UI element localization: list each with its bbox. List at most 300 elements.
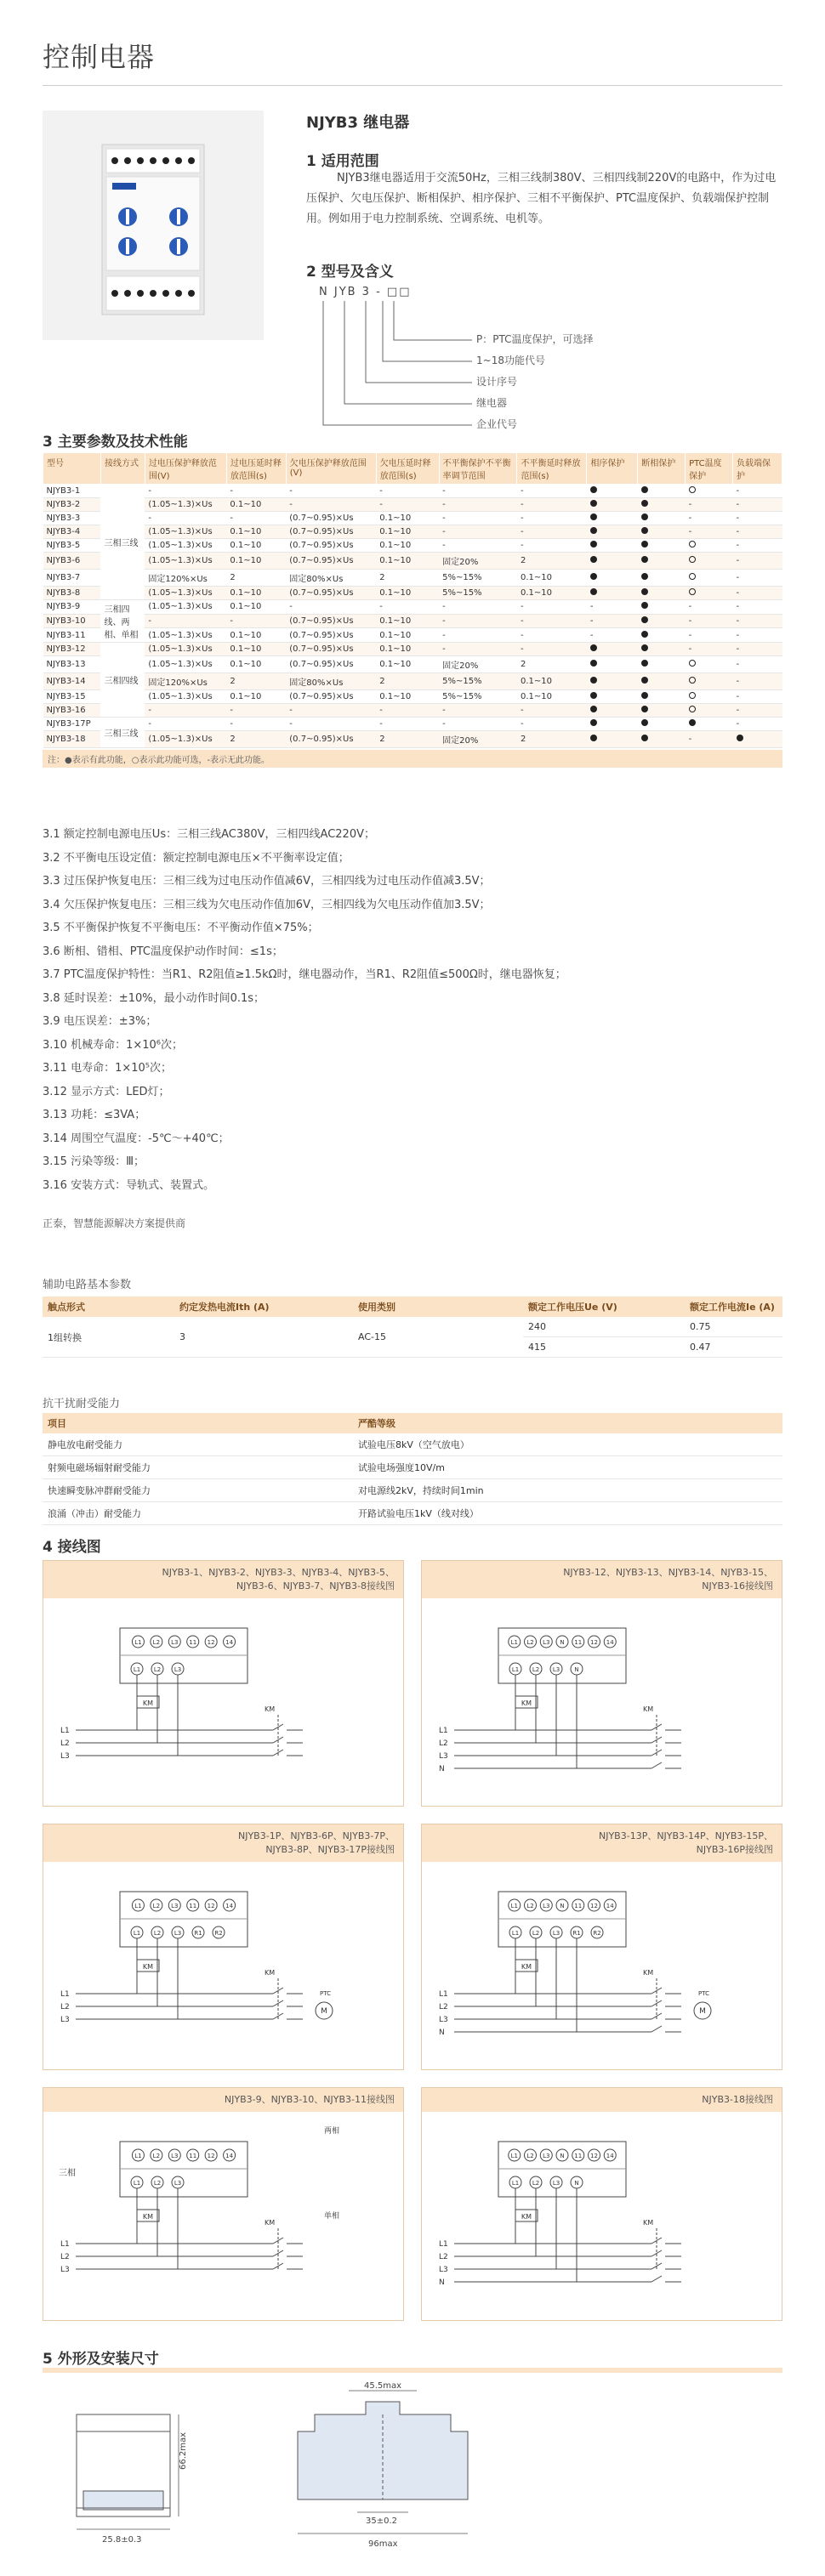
cell-wiring: 三相三线 [100, 718, 145, 748]
terminal-label: 12 [207, 1639, 215, 1646]
cell-ov: (1.05~1.3)×Us [145, 690, 226, 704]
dim-rail: 35±0.2 [366, 2516, 398, 2526]
terminal-label: N [560, 1639, 565, 1646]
cell-load [733, 731, 782, 748]
cell-ptc [686, 704, 733, 718]
terminal-label: L1 [511, 2180, 520, 2187]
cell-phase-seq: - [587, 614, 638, 628]
km-label: KM [521, 2213, 532, 2221]
spec-row [43, 539, 782, 553]
terminal-label: 12 [207, 2153, 215, 2159]
terminal-label: N [560, 2153, 565, 2159]
cell-model: NJYB3-3 [43, 512, 101, 525]
cell-ub: 5%~15% [439, 587, 517, 600]
cell-break [638, 731, 686, 748]
dims-heading: 5 外形及安装尺寸 [43, 2351, 159, 2368]
km-contact-label: KM [265, 1969, 276, 1977]
cell-ut: 0.1~10 [376, 656, 439, 673]
spec-item: 3.1 额定控制电源电压Us：三相三线AC380V，三相四线AC220V； [43, 828, 375, 841]
wiring-diagram-6 [421, 2087, 782, 2321]
spec-item: 3.7 PTC温度保护特性：当R1、R2阻值≥1.5kΩ时，继电器动作，当R1、R2阻值≤500Ω时，继电器恢复； [43, 968, 566, 981]
line-label: L2 [439, 2253, 448, 2261]
terminal-label: 11 [189, 1639, 197, 1646]
spec-row [43, 570, 782, 587]
cell-load: - [733, 673, 782, 690]
dim-total: 96max [368, 2539, 398, 2549]
terminal-label: 14 [225, 1903, 234, 1909]
cell-phase-seq [587, 704, 638, 718]
cell-ot: 0.1~10 [226, 656, 286, 673]
spec-row [43, 731, 782, 748]
cell-load: - [733, 587, 782, 600]
cell-ov: (1.05~1.3)×Us [145, 498, 226, 512]
line-label: L3 [60, 2266, 70, 2274]
yes-dot-icon [590, 660, 597, 667]
cell-model: NJYB3-6 [43, 553, 101, 570]
cell-uv: (0.7~0.95)×Us [286, 731, 376, 748]
yes-dot-icon [590, 541, 597, 548]
terminal-label: 12 [590, 2153, 598, 2159]
yes-dot-icon [641, 677, 648, 684]
aux-category: AC-15 [353, 1317, 523, 1358]
spec-row [43, 614, 782, 628]
yes-dot-icon [641, 735, 648, 741]
cell-ut: 2 [376, 570, 439, 587]
terminal-label: 12 [590, 1639, 598, 1646]
cell-ov: 固定120%×Us [145, 673, 226, 690]
line-label: L2 [439, 1739, 448, 1748]
cell-model: NJYB3-1 [43, 485, 101, 498]
cell-ut: 0.1~10 [376, 614, 439, 628]
terminal-label: L1 [133, 1666, 141, 1673]
cell-ptc [686, 587, 733, 600]
spec-row [43, 690, 782, 704]
terminal-label: L3 [543, 1639, 550, 1646]
cell-ot: 0.1~10 [226, 539, 286, 553]
meaning-5: 企业代号 [476, 418, 518, 430]
terminal-label: L2 [153, 1666, 162, 1673]
cell-break [638, 587, 686, 600]
cell-ot: 0.1~10 [226, 498, 286, 512]
cell-load: - [733, 656, 782, 673]
spec-row [43, 485, 782, 498]
line-label: N [439, 2028, 445, 2037]
yes-dot-icon [641, 631, 648, 638]
aux-ie-2: 0.47 [685, 1337, 782, 1358]
wiring-caption: NJYB3-8P、NJYB3-17P接线图 [265, 1844, 395, 1855]
cell-phase-seq [587, 690, 638, 704]
km-label: KM [142, 1699, 154, 1707]
aux-col-ie: 额定工作电流Ie (A) [685, 1297, 782, 1317]
aux-col-ith: 约定发热电流Ith (A) [174, 1297, 353, 1317]
terminal-label: L2 [532, 1930, 540, 1937]
emc-level: 对电源线2kV，持续时间1min [353, 1479, 782, 1502]
terminal-label: L1 [133, 1930, 141, 1937]
wiring-diagram-1 [43, 1560, 404, 1807]
cell-uv: - [286, 704, 376, 718]
terminal-label: 14 [606, 1639, 614, 1646]
col-ps: 相序保护 [587, 453, 638, 485]
dim-top: 45.5max [364, 2381, 402, 2391]
spec-row [43, 600, 782, 615]
spec-item: 3.15 污染等级：Ⅲ； [43, 1155, 145, 1168]
terminal-label: 14 [225, 2153, 234, 2159]
cell-ub: 5%~15% [439, 690, 517, 704]
terminal-label: N [560, 1903, 565, 1909]
line-label: L1 [439, 1727, 448, 1735]
terminal-label: L2 [152, 1639, 161, 1646]
spec-row [43, 704, 782, 718]
cell-uv: (0.7~0.95)×Us [286, 614, 376, 628]
cell-phase-seq: - [587, 600, 638, 615]
ptc-label: PTC [698, 1990, 709, 1997]
cell-ov: (1.05~1.3)×Us [145, 539, 226, 553]
cell-ov: - [145, 485, 226, 498]
km-contact-label: KM [643, 1969, 654, 1977]
cell-break [638, 485, 686, 498]
terminal-label: R1 [572, 1930, 581, 1937]
cell-ptc: - [686, 600, 733, 615]
line-label: L1 [60, 1990, 70, 1999]
cell-phase-seq [587, 718, 638, 731]
cell-uv: - [286, 485, 376, 498]
line-label: L2 [60, 2003, 70, 2011]
wiring-diagram-2 [421, 1560, 782, 1807]
emc-level: 试验电场强度10V/m [353, 1456, 782, 1479]
cell-ub: 固定20% [439, 553, 517, 570]
cell-model: NJYB3-16 [43, 704, 101, 718]
slogan: 正泰，智慧能源解决方案提供商 [43, 1217, 186, 1229]
wiring-diagram-5 [43, 2087, 404, 2321]
cell-model: NJYB3-11 [43, 628, 101, 643]
aux-title: 辅助电路基本参数 [43, 1279, 132, 1291]
cell-ut: 0.1~10 [376, 643, 439, 656]
cell-ub: - [439, 525, 517, 539]
yes-dot-icon [641, 556, 648, 563]
spec-row [43, 525, 782, 539]
cell-phase-seq [587, 539, 638, 553]
terminal-label: 11 [189, 1903, 197, 1909]
cell-uv: (0.7~0.95)×Us [286, 690, 376, 704]
cell-ptc: - [686, 498, 733, 512]
yes-dot-icon [641, 500, 648, 507]
terminal-label: 11 [574, 1639, 583, 1646]
terminal-label: 11 [574, 2153, 583, 2159]
cell-ot: 2 [226, 673, 286, 690]
spec-item: 3.12 显示方式：LED灯； [43, 1085, 170, 1098]
line-label: L3 [60, 1752, 70, 1761]
yes-dot-icon [590, 513, 597, 520]
col-ub: 不平衡保护不平衡率调节范围 [439, 453, 517, 485]
aux-col-contact: 触点形式 [43, 1297, 174, 1317]
terminal-label: L3 [171, 2153, 179, 2159]
yes-dot-icon [590, 692, 597, 699]
cell-phase-seq [587, 570, 638, 587]
wiring-heading: 4 接线图 [43, 1539, 101, 1556]
ptc-label: PTC [320, 1990, 331, 1997]
cell-phase-seq [587, 512, 638, 525]
terminal-label: L2 [532, 2180, 540, 2187]
cell-bt: 2 [517, 731, 587, 748]
terminal-label: R1 [194, 1930, 202, 1937]
cell-break [638, 498, 686, 512]
cell-ub: 5%~15% [439, 570, 517, 587]
terminal-label: L3 [174, 1666, 182, 1673]
cell-wiring: 三相三线 [100, 485, 145, 600]
title-divider [43, 85, 782, 86]
cell-model: NJYB3-2 [43, 498, 101, 512]
terminal-label: L1 [510, 1639, 518, 1646]
spec-item: 3.8 延时误差：±10%，最小动作时间0.1s； [43, 991, 265, 1005]
cell-ot: 0.1~10 [226, 690, 286, 704]
col-ld: 负载端保护 [733, 453, 782, 485]
optional-ring-icon [689, 588, 696, 595]
section2-heading: 2 型号及含义 [306, 264, 394, 281]
terminal-label: L3 [552, 1666, 560, 1673]
terminal-label: L1 [134, 1639, 142, 1646]
cell-model: NJYB3-8 [43, 587, 101, 600]
cell-phase-seq [587, 498, 638, 512]
cell-model: NJYB3-9 [43, 600, 101, 615]
yes-dot-icon [641, 486, 648, 493]
yes-dot-icon [641, 527, 648, 534]
terminal-label: R2 [214, 1930, 223, 1937]
terminal-label: 14 [606, 2153, 614, 2159]
cell-phase-seq [587, 731, 638, 748]
cell-ptc [686, 539, 733, 553]
single-phase-label: 单相 [324, 2212, 340, 2221]
cell-ov: 固定120%×Us [145, 570, 226, 587]
terminal-label: L1 [134, 2153, 142, 2159]
cell-ot: 0.1~10 [226, 587, 286, 600]
col-ptc: PTC温度保护 [686, 453, 733, 485]
optional-ring-icon [689, 486, 696, 493]
wiring-caption: NJYB3-9、NJYB3-10、NJYB3-11接线图 [224, 2094, 395, 2105]
spec-item: 3.6 断相、错相、PTC温度保护动作时间：≤1s； [43, 945, 283, 958]
aux-ith: 3 [174, 1317, 353, 1358]
yes-dot-icon [590, 573, 597, 580]
line-label: L2 [439, 2003, 448, 2011]
three-phase-label: 三相 [59, 2169, 76, 2178]
cell-model: NJYB3-13 [43, 656, 101, 673]
cell-bt: - [517, 525, 587, 539]
terminal-label: L1 [134, 1903, 142, 1909]
optional-ring-icon [689, 692, 696, 699]
cell-ot: 2 [226, 570, 286, 587]
cell-ptc [686, 690, 733, 704]
terminal-label: L1 [510, 2153, 518, 2159]
yes-dot-icon [590, 556, 597, 563]
cell-ub: - [439, 485, 517, 498]
cell-uv: 固定80%×Us [286, 673, 376, 690]
cell-model: NJYB3-10 [43, 614, 101, 628]
line-label: L3 [439, 1752, 448, 1761]
motor-label: M [321, 2007, 327, 2016]
emc-level: 试验电压8kV（空气放电） [353, 1433, 782, 1456]
cell-uv: (0.7~0.95)×Us [286, 539, 376, 553]
optional-ring-icon [689, 706, 696, 712]
terminal-label: L3 [171, 1639, 179, 1646]
cell-ov: (1.05~1.3)×Us [145, 656, 226, 673]
cell-bt: 2 [517, 553, 587, 570]
col-ov: 过电压保护释放范围(V) [145, 453, 226, 485]
cell-ptc [686, 485, 733, 498]
yes-dot-icon [590, 588, 597, 595]
cell-ov: (1.05~1.3)×Us [145, 731, 226, 748]
yes-dot-icon [590, 719, 597, 726]
yes-dot-icon [590, 706, 597, 712]
yes-dot-icon [641, 588, 648, 595]
spec-table-header [43, 453, 782, 485]
terminal-label: R2 [593, 1930, 601, 1937]
cell-break [638, 656, 686, 673]
aux-table [43, 1297, 782, 1358]
cell-model: NJYB3-14 [43, 673, 101, 690]
spec-item: 3.13 功耗：≤3VA； [43, 1109, 146, 1121]
cell-uv: (0.7~0.95)×Us [286, 512, 376, 525]
optional-ring-icon [689, 573, 696, 580]
line-label: L3 [60, 2016, 70, 2024]
yes-dot-icon [590, 527, 597, 534]
cell-bt: 0.1~10 [517, 673, 587, 690]
terminal-label: L2 [153, 2180, 162, 2187]
cell-bt: 0.1~10 [517, 587, 587, 600]
cell-bt: - [517, 512, 587, 525]
spec-item: 3.11 电寿命：1×10⁵次； [43, 1062, 172, 1075]
terminal-label: L2 [526, 1639, 534, 1646]
cell-ov: (1.05~1.3)×Us [145, 553, 226, 570]
cell-ptc: - [686, 731, 733, 748]
cell-ub: - [439, 643, 517, 656]
cell-uv: (0.7~0.95)×Us [286, 628, 376, 643]
spec-table-wrap [43, 452, 782, 768]
cell-ot: 0.1~10 [226, 600, 286, 615]
spec-item: 3.16 安装方式：导轨式、装置式。 [43, 1178, 215, 1192]
cell-ut: - [376, 600, 439, 615]
cell-load: - [733, 553, 782, 570]
col-model: 型号 [43, 453, 101, 485]
cell-ov: (1.05~1.3)×Us [145, 643, 226, 656]
yes-dot-icon [641, 706, 648, 712]
emc-title: 抗干扰耐受能力 [43, 1398, 121, 1410]
cell-ptc [686, 673, 733, 690]
terminal-label: 12 [590, 1903, 598, 1909]
terminal-label: L2 [526, 2153, 534, 2159]
wiring-caption: NJYB3-12、NJYB3-13、NJYB3-14、NJYB3-15、 [563, 1567, 773, 1578]
wiring-diagram-4 [421, 1824, 782, 2070]
cell-phase-seq: - [587, 628, 638, 643]
terminal-label: L2 [152, 2153, 161, 2159]
cell-ub: - [439, 628, 517, 643]
cell-model: NJYB3-17P [43, 718, 101, 731]
line-label: L1 [439, 2240, 448, 2249]
cell-phase-seq [587, 485, 638, 498]
line-label: L3 [439, 2016, 448, 2024]
cell-load: - [733, 512, 782, 525]
line-label: N [439, 1765, 445, 1773]
cell-ub: 固定20% [439, 731, 517, 748]
spec-item: 3.5 不平衡保护恢复不平衡电压：不平衡动作值×75%； [43, 922, 319, 934]
cell-ut: - [376, 718, 439, 731]
cell-wiring: 三相四线、两相、单相 [100, 600, 145, 643]
col-bt: 不平衡延时释放范围(s) [517, 453, 587, 485]
cell-uv: (0.7~0.95)×Us [286, 643, 376, 656]
meaning-3: 设计序号 [476, 376, 518, 388]
cell-bt: - [517, 643, 587, 656]
yes-dot-icon [641, 616, 648, 623]
spec-item: 3.9 电压误差：±3%； [43, 1015, 157, 1028]
spec-row [43, 587, 782, 600]
spec-table [43, 452, 782, 748]
cell-model: NJYB3-4 [43, 525, 101, 539]
cell-break [638, 570, 686, 587]
km-label: KM [142, 2213, 154, 2221]
cell-ov: - [145, 614, 226, 628]
cell-bt: 2 [517, 656, 587, 673]
line-label: L2 [60, 2253, 70, 2261]
cell-ov: - [145, 512, 226, 525]
emc-table [43, 1413, 782, 1525]
dims-bar [43, 2368, 782, 2373]
spec-item: 3.3 过压保护恢复电压：三相三线为过电压动作值减6V，三相四线为过电压动作值减3.5V； [43, 875, 491, 888]
dimension-drawing [43, 2380, 782, 2559]
col-ot: 过电压延时释放范围(s) [226, 453, 286, 485]
aux-ue-1: 240 [523, 1317, 685, 1337]
yes-dot-icon [641, 692, 648, 699]
spec-list [43, 823, 791, 1197]
page-title: 控制电器 [43, 41, 156, 73]
cell-model: NJYB3-15 [43, 690, 101, 704]
cell-load: - [733, 600, 782, 615]
terminal-label: L3 [552, 2180, 560, 2187]
optional-ring-icon [689, 541, 696, 548]
cell-break [638, 525, 686, 539]
km-label: KM [142, 1963, 154, 1971]
spec-item: 3.2 不平衡电压设定值：额定控制电源电压×不平衡率设定值； [43, 851, 350, 865]
wiring-caption: NJYB3-1P、NJYB3-6P、NJYB3-7P、 [237, 1830, 395, 1841]
cell-ut: 0.1~10 [376, 525, 439, 539]
spec-row [43, 512, 782, 525]
cell-break [638, 539, 686, 553]
cell-ut: 2 [376, 673, 439, 690]
model-code: N JYB 3 - □□ [319, 286, 412, 298]
aux-contact: 1组转换 [43, 1317, 174, 1358]
cell-ut: 0.1~10 [376, 512, 439, 525]
terminal-label: L1 [133, 2180, 141, 2187]
cell-ptc: - [686, 643, 733, 656]
cell-bt: - [517, 614, 587, 628]
yes-dot-icon [641, 513, 648, 520]
line-label: L3 [439, 2266, 448, 2274]
terminal-label: L3 [174, 2180, 182, 2187]
product-title: NJYB3 继电器 [306, 114, 410, 132]
cell-break [638, 614, 686, 628]
yes-dot-icon [641, 719, 648, 726]
cell-ut: 2 [376, 731, 439, 748]
yes-dot-icon [641, 644, 648, 651]
col-uv: 欠电压保护释放范围(V) [286, 453, 376, 485]
emc-item: 浪涌（冲击）耐受能力 [43, 1502, 353, 1525]
cell-uv: - [286, 718, 376, 731]
cell-ot: 0.1~10 [226, 643, 286, 656]
yes-dot-icon [590, 735, 597, 741]
spec-row [43, 718, 782, 731]
wiring-caption: NJYB3-18接线图 [702, 2094, 773, 2105]
cell-bt: 0.1~10 [517, 690, 587, 704]
cell-ub: - [439, 718, 517, 731]
terminal-label: 14 [606, 1903, 614, 1909]
cell-ut: 0.1~10 [376, 628, 439, 643]
